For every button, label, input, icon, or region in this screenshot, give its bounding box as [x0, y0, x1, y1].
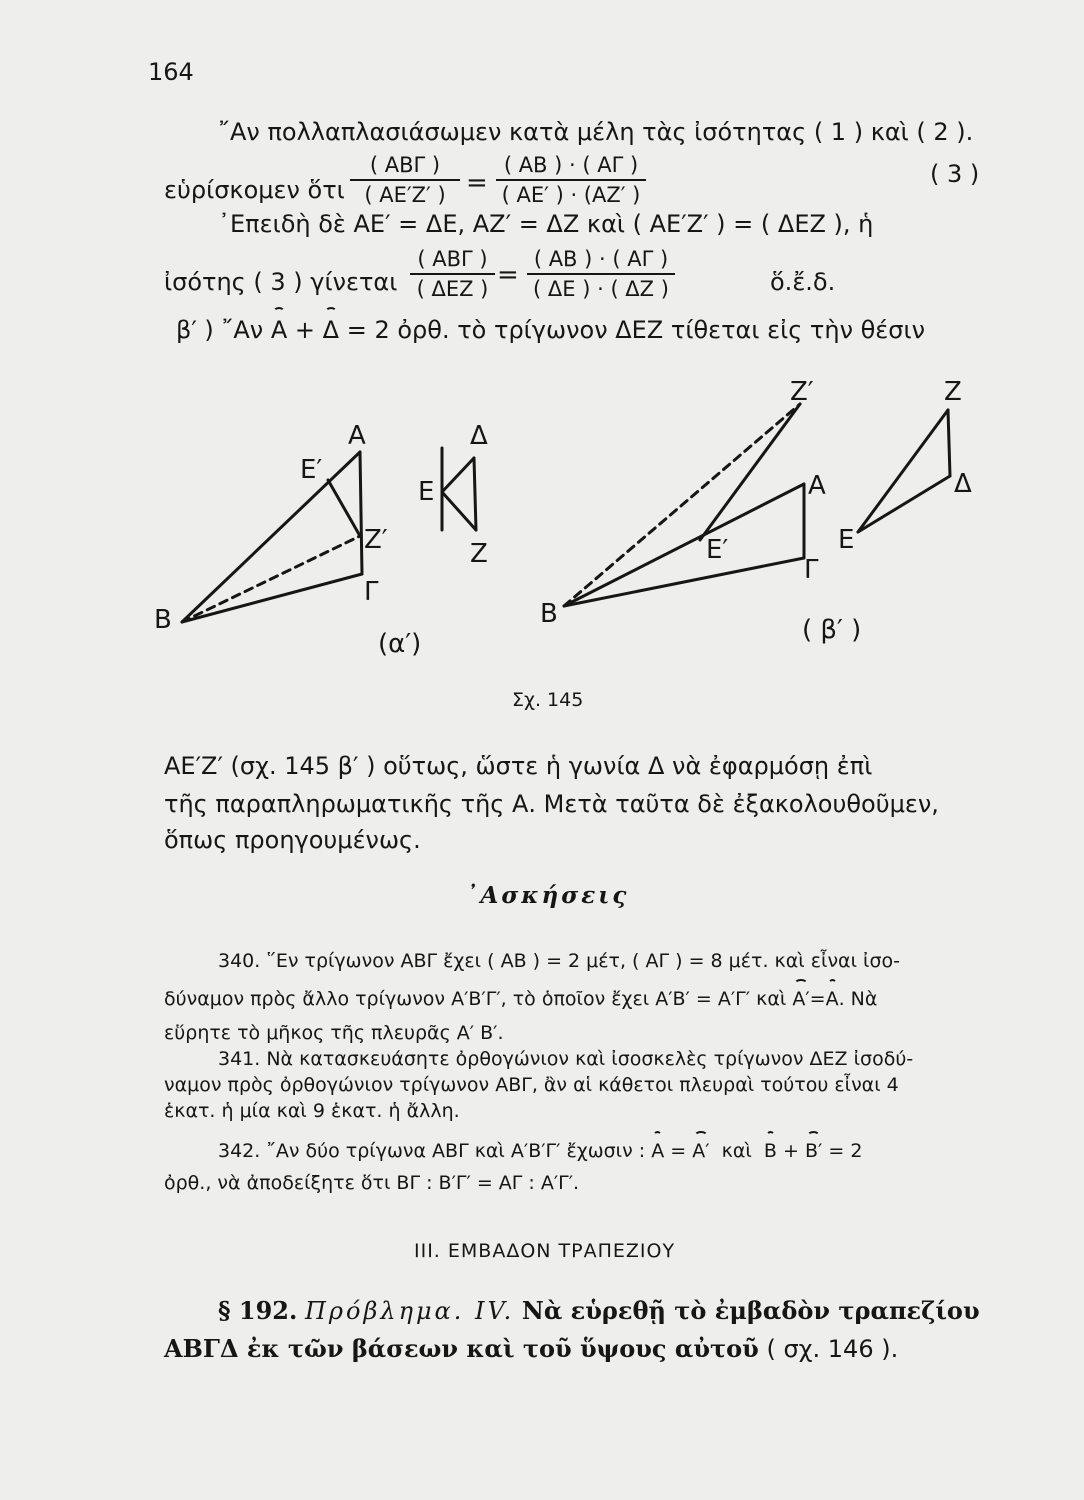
text-line-4-lead: ἰσότης ( 3 ) γίνεται [164, 268, 398, 296]
exercise-340-line-1: 340. ῞Εν τρίγωνον ΑΒΓ ἔχει ( ΑΒ ) = 2 μέτ, ( ΑΓ ) = 8 μέτ. καὶ εἶναι ἰσο- [218, 950, 900, 972]
label-point-d3: Δ [954, 469, 972, 499]
label-point-a2: Α [808, 471, 826, 501]
paragraph-label: Πρόβλημα. IV. [305, 1297, 515, 1325]
figure-reference: ( σχ. 146 ). [766, 1335, 899, 1363]
fraction-abg-over-ae1z1 [350, 152, 460, 208]
exercise-341-line-3: ἑκατ. ἡ μία καὶ 9 ἑκατ. ἡ ἄλλη. [164, 1100, 460, 1122]
text-line-1: ῎Αν πολλαπλασιάσωμεν κατὰ μέλη τὰς ἰσότητας ( 1 ) καὶ ( 2 ). [218, 118, 974, 146]
label-point-b: Β [154, 605, 172, 635]
side-ed-r [858, 476, 950, 532]
text-line-3: ᾿Επειδὴ δὲ ΑΕ′ = ΔΕ, ΑΖ′ = ΔΖ καὶ ( ΑΕ′Ζ′ ) = ( ΔΕΖ ), ἡ [218, 210, 874, 238]
fraction-bar [527, 273, 675, 275]
text-after-2: τῆς παραπληρωματικῆς τῆς Α. Μετὰ ταῦτα δὲ ἐξακολουθοῦμεν, [164, 790, 939, 818]
paragraph-statement-cont: ΑΒΓΔ ἐκ τῶν βάσεων καὶ τοῦ ὕψους αὐτοῦ [164, 1334, 759, 1363]
text-line-5 [176, 316, 925, 344]
fraction-ab-ag-over-ae-az [496, 152, 646, 208]
side-ba [182, 452, 360, 622]
exercise-342-line-2: ὀρθ., νὰ ἀποδείξητε ὅτι ΒΓ : Β′Γ′ = ΑΓ : Α′Γ′. [164, 1172, 580, 1194]
side-ez-r [858, 410, 948, 532]
exercise-341-line-1: 341. Νὰ κατασκευάσητε ὀρθογώνιον καὶ ἰσοσκελὲς τρίγωνον ΔΕΖ ἰσοδύ- [218, 1048, 914, 1070]
angle-a1-symbol: Α′ [792, 988, 810, 1010]
paragraph-number: § 192. [218, 1296, 298, 1325]
equals-sign: = [466, 168, 488, 198]
text-after-3: ὅπως προηγουμένως. [164, 826, 421, 854]
angle-a-symbol: Α [651, 1140, 665, 1162]
paragraph-statement: Νὰ εὑρεθῇ τὸ ἐμβαδὸν τραπεζίου [521, 1296, 980, 1325]
fraction-bar [350, 179, 460, 181]
case-b-rest: = 2 ὀρθ. τὸ τρίγωνον ΔΕΖ τίθεται εἰς τὴν θέσιν [346, 316, 926, 344]
label-point-e1: Ε′ [300, 455, 323, 485]
fraction-numerator: ( ΑΒ ) · ( ΑΓ ) [533, 247, 669, 271]
fraction-denominator: ( ΔΕ ) · ( ΔΖ ) [533, 277, 669, 301]
conjunction-kai: καὶ [721, 1140, 752, 1162]
exercise-340-line-2-end: . Νὰ [838, 988, 878, 1010]
label-point-e3: Ε [838, 525, 855, 555]
fraction-denominator: ( ΔΕΖ ) [416, 277, 489, 301]
text-after-1: ΑΕ′Ζ′ (σχ. 145 β′ ) οὕτως, ὥστε ἡ γωνία Δ νὰ ἐφαρμόσῃ ἐπὶ [164, 752, 873, 780]
fraction-bar [496, 179, 646, 181]
case-b-lead: β′ ) ῎Αν [176, 316, 264, 344]
label-point-z: Ζ [470, 539, 488, 569]
qed-mark: ὅ.ἔ.δ. [770, 268, 836, 296]
equals-sign: = [670, 1140, 687, 1162]
angle-b-symbol: Β [763, 1140, 777, 1162]
exercise-340-line-2 [164, 988, 877, 1010]
exercise-340-line-2-text: δύναμον πρὸς ἄλλο τρίγωνον Α′Β′Γ′, τὸ ὁποῖον ἔχει Α′Β′ = Α′Γ′ καὶ [164, 988, 787, 1010]
fraction-ab-ag-over-de-dz [527, 246, 675, 302]
equals-sign: = [809, 988, 826, 1010]
label-point-z2: Ζ′ [790, 377, 814, 407]
section-title: ΙΙΙ. ΕΜΒΑΔΟΝ ΤΡΑΠΕΖΙΟΥ [414, 1240, 676, 1262]
text-line-2-lead: εὑρίσκομεν ὅτι [164, 176, 345, 204]
exercises-heading: ᾿Ασκήσεις [466, 882, 630, 909]
side-bg-b [564, 558, 804, 606]
exercise-342-end: = 2 [828, 1140, 863, 1162]
segment-e1z1-b [700, 404, 800, 540]
fraction-denominator: ( ΑΕ′Ζ′ ) [364, 183, 446, 207]
side-de-ez [442, 458, 476, 530]
segment-e1z1 [328, 480, 360, 536]
side-dz-vertical [474, 458, 476, 530]
fraction-denominator: ( ΑΕ′ ) · (ΑΖ′ ) [501, 183, 641, 207]
fraction-bar [410, 273, 495, 275]
side-ag [360, 452, 362, 574]
angle-a1-symbol: Α′ [692, 1140, 710, 1162]
figure-145 [140, 360, 1020, 720]
paragraph-192-line-1 [218, 1296, 980, 1325]
label-point-g: Γ [364, 577, 379, 607]
figure-label-a: (α′) [378, 629, 422, 659]
exercise-341-line-2: ναμον πρὸς ὀρθογώνιον τρίγωνον ΑΒΓ, ἂν αἱ κάθετοι πλευραὶ τούτου εἶναι 4 [164, 1074, 899, 1096]
angle-a-symbol: Α [270, 316, 288, 344]
figure-label-b: ( β′ ) [802, 615, 862, 645]
side-zd-r [948, 410, 950, 476]
plus-sign: + [294, 316, 316, 344]
label-point-z1: Ζ′ [364, 525, 388, 555]
angle-d-symbol: Δ [322, 316, 340, 344]
exercise-342-line-1 [218, 1140, 862, 1162]
equals-sign: = [497, 260, 519, 290]
paragraph-192-line-2 [164, 1334, 898, 1363]
label-point-e2: Ε′ [706, 535, 729, 565]
exercise-342-lead: 342. ῎Αν δύο τρίγωνα ΑΒΓ καὶ Α′Β′Γ′ ἔχωσιν : [218, 1140, 646, 1162]
label-point-g2: Γ [804, 555, 819, 585]
label-point-z3: Ζ [944, 377, 962, 407]
fraction-numerator: ( ΑΒ ) · ( ΑΓ ) [503, 153, 639, 177]
fraction-abg-over-dez [410, 246, 495, 302]
exercise-340-line-3: εὕρητε τὸ μῆκος τῆς πλευρᾶς Α′ Β′. [164, 1022, 504, 1044]
fraction-numerator: ( ΑΒΓ ) [369, 153, 441, 177]
equation-number-3: ( 3 ) [930, 160, 980, 188]
fraction-numerator: ( ΑΒΓ ) [417, 247, 488, 271]
dashed-bz1 [182, 536, 360, 622]
label-point-d: Δ [470, 421, 488, 451]
angle-a-symbol: Α [825, 988, 839, 1010]
label-point-a: Α [348, 421, 366, 451]
plus-sign: + [782, 1140, 799, 1162]
label-point-e: Ε [418, 477, 435, 507]
label-point-b2: Β [540, 599, 558, 629]
figure-caption: Σχ. 145 [512, 689, 584, 711]
angle-b1-symbol: Β′ [804, 1140, 823, 1162]
page-number: 164 [148, 58, 194, 86]
